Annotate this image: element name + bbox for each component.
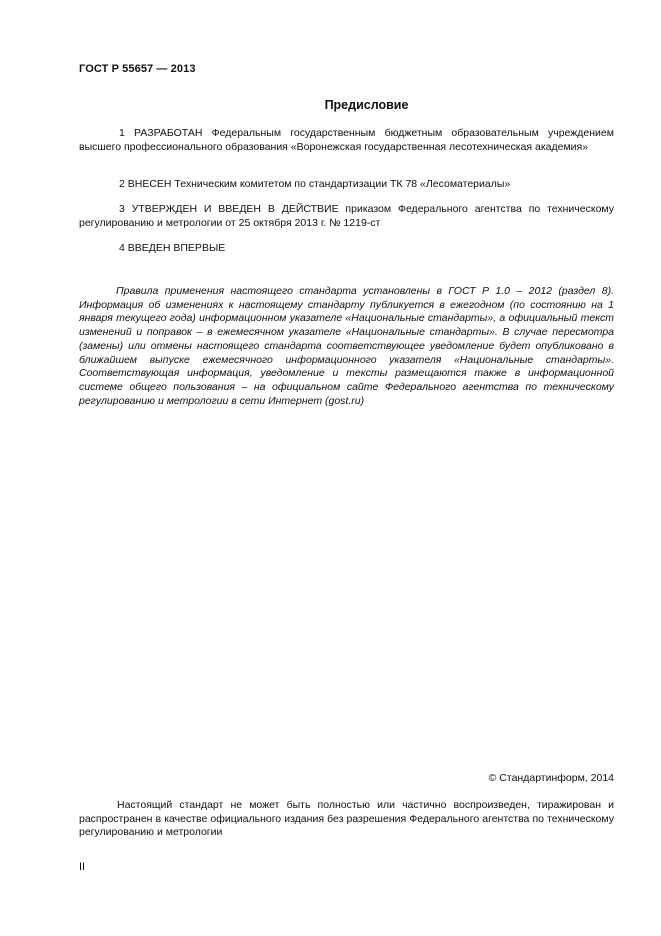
paragraph-submitted: 2 ВНЕСЕН Техническим комитетом по стандартизации ТК 78 «Лесоматериалы» [119, 178, 511, 190]
paragraph-introduced: 4 ВВЕДЕН ВПЕРВЫЕ [119, 242, 226, 254]
document-code: ГОСТ Р 55657 — 2013 [79, 63, 196, 75]
page-number: II [79, 861, 86, 873]
reproduction-notice: Настоящий стандарт не может быть полностью или частично воспроизведен, тиражирован и распространен в качестве официального издания без разрешения Федерального агентства по техническому регулированию и метрологии [79, 799, 614, 838]
page-title: Предисловие [324, 98, 409, 112]
application-rules-note: Правила применения настоящего стандарта установлены в ГОСТ Р 1.0 – 2012 (раздел 8). Информация об изменениях к настоящему стандарту публикуется в ежегодном (по состоянию на 1 января текущего года) информационном указателе «Национальные стандарты», а официальный текст изменений и поправок – в ежемесячном указателе «Национальные стандарты». В случае пересмотра (замены) или отмены настоящего стандарта соответствующее уведомление будет опубликовано в ближайшем выпуске ежемесячного информационного указателя «Национальные стандарты». Соответствующая информация, уведомление и тексты размещаются также в информационной системе общего пользования – на официальном сайте Федерального агентства по техническому регулированию и метрологии в сети Интернет (gost.ru) [79, 285, 614, 407]
paragraph-approved: 3 УТВЕРЖДЕН И ВВЕДЕН В ДЕЙСТВИЕ приказом Федерального агентства по техническому регулированию и метрологии от 25 октября 2013 г. № 1219-ст [79, 203, 614, 229]
copyright: © Стандартинформ, 2014 [488, 772, 614, 784]
paragraph-developed: 1 РАЗРАБОТАН Федеральным государственным бюджетным образовательным учреждением высшего профессионального образования «Воронежская государственная лесотехническая академия» [79, 127, 614, 153]
